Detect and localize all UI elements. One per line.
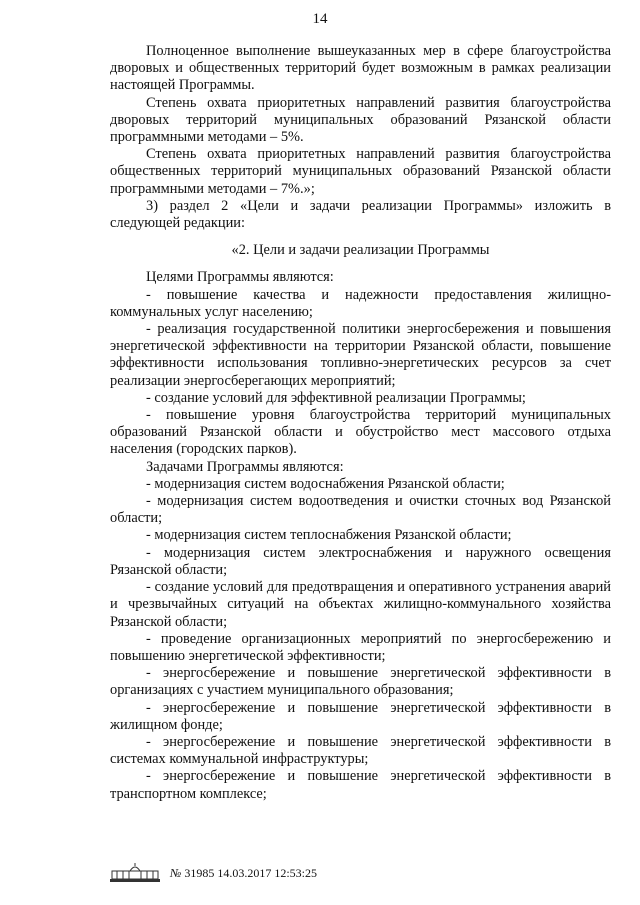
task-item: - энергосбережение и повышение энергетической эффективности в жилищном фонде; <box>110 699 611 733</box>
tasks-intro: Задачами Программы являются: <box>146 458 344 475</box>
building-logo-icon <box>108 862 162 884</box>
paragraph: Степень охвата приоритетных направлений развития благоустройства общественных территорий муниципальных образований Рязанской области программными методами – 7%.»; <box>110 146 611 197</box>
task-item: - модернизация систем водоотведения и очистки сточных вод Рязанской области; <box>110 493 611 527</box>
task-item: - модернизация систем теплоснабжения Рязанской области; <box>146 527 512 544</box>
task-item: - проведение организационных мероприятий по энергосбережению и повышению энергетической эффективности; <box>110 630 611 664</box>
document-registration-info: 31985 14.03.2017 12:53:25 <box>184 865 317 880</box>
document-footer <box>108 862 528 884</box>
goal-item: - повышение уровня благоустройства территорий муниципальных образований Рязанской области и обустройство мест массового отдыха населения (городских парков). <box>110 407 611 458</box>
task-item: - энергосбережение и повышение энергетической эффективности в организациях с участием муниципального образования; <box>110 665 611 699</box>
section-heading: «2. Цели и задачи реализации Программы <box>231 242 490 259</box>
task-item: - модернизация систем электроснабжения и наружного освещения Рязанской области; <box>110 544 611 578</box>
paragraph: 3) раздел 2 «Цели и задачи реализации Программы» изложить в следующей редакции: <box>110 197 611 232</box>
goal-item: - повышение качества и надежности предоставления жилищно-коммунальных услуг населению; <box>110 286 611 320</box>
paragraph: Полноценное выполнение вышеуказанных мер в сфере благоустройства дворовых и общественных территорий будет возможным в рамках реализации настоящей Программы. <box>110 43 611 94</box>
page-number: 14 <box>312 11 328 27</box>
task-item: - модернизация систем водоснабжения Рязанской области; <box>146 475 505 492</box>
task-item: - энергосбережение и повышение энергетической эффективности в системах коммунальной инфраструктуры; <box>110 733 611 768</box>
paragraph: Степень охвата приоритетных направлений развития благоустройства дворовых территорий муниципальных образований Рязанской области программными методами – 5%. <box>110 94 611 146</box>
task-item: - энергосбережение и повышение энергетической эффективности в транспортном комплексе; <box>110 768 611 802</box>
goal-item: - реализация государственной политики энергосбережения и повышения энергетической эффективности на территории Рязанской области, повышение эффективности использования топливно-энергетических ресурсов за счет реализации энергосберегающих мероприятий; <box>110 321 611 389</box>
goal-item: - создание условий для эффективной реализации Программы; <box>146 389 526 406</box>
goals-intro: Целями Программы являются: <box>146 269 334 286</box>
task-item: - создание условий для предотвращения и оперативного устранения аварий и чрезвычайных ситуаций на объектах жилищно-коммунального хозяйства Рязанской области; <box>110 579 611 630</box>
number-sign: № <box>170 865 182 880</box>
document-body <box>110 43 611 803</box>
